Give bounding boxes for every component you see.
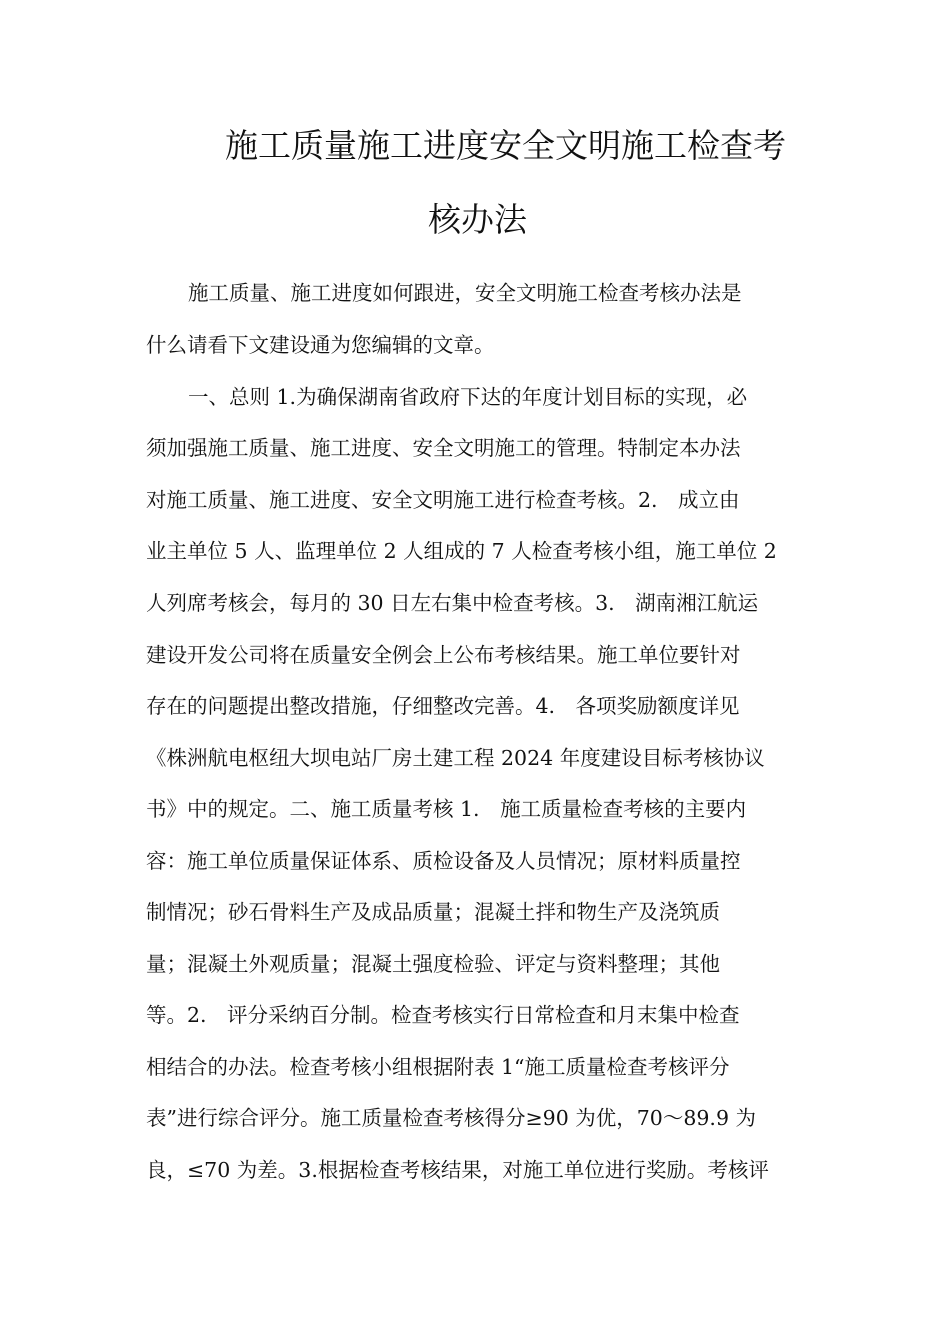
paragraph-line: 施工质量、施工进度如何跟进，安全文明施工检查考核办法是 (188, 281, 742, 305)
document-title-line-2: 核办法 (428, 200, 527, 239)
paragraph-line: 制情况；砂石骨料生产及成品质量；混凝土拌和物生产及浇筑质 (146, 900, 720, 924)
paragraph-line: 书》中的规定。二、施工质量考核 1. 施工质量检查考核的主要内 (146, 797, 747, 821)
paragraph-line: 人列席考核会，每月的 30 日左右集中检查考核。3. 湖南湘江航运 (146, 591, 759, 615)
paragraph-line: 表”进行综合评分。施工质量检查考核得分≥90 为优，70～89.9 为 (146, 1106, 757, 1130)
paragraph-line: 良，≤70 为差。3.根据检查考核结果，对施工单位进行奖励。考核评 (146, 1158, 769, 1182)
paragraph-line: 一、总则 1.为确保湖南省政府下达的年度计划目标的实现，必 (188, 385, 748, 409)
paragraph-line: 存在的问题提出整改措施，仔细整改完善。4. 各项奖励额度详见 (146, 694, 740, 718)
paragraph-line: 容：施工单位质量保证体系、质检设备及人员情况；原材料质量控 (146, 849, 741, 873)
paragraph-line: 建设开发公司将在质量安全例会上公布考核结果。施工单位要针对 (146, 643, 741, 667)
paragraph-line: 什么请看下文建设通为您编辑的文章。 (146, 333, 495, 357)
paragraph-line: 《株洲航电枢纽大坝电站厂房土建工程 2024 年度建设目标考核协议 (146, 746, 765, 770)
paragraph-line: 等。2. 评分采纳百分制。检查考核实行日常检查和月末集中检查 (146, 1003, 740, 1027)
paragraph-line: 业主单位 5 人、监理单位 2 人组成的 7 人检查考核小组，施工单位 2 (146, 539, 777, 563)
paragraph-line: 相结合的办法。检查考核小组根据附表 1“施工质量检查考核评分 (146, 1055, 730, 1079)
paragraph-line: 须加强施工质量、施工进度、安全文明施工的管理。特制定本办法 (146, 436, 741, 460)
paragraph-line: 对施工质量、施工进度、安全文明施工进行检查考核。2. 成立由 (146, 488, 740, 512)
document-title-line-1: 施工质量施工进度安全文明施工检查考 (225, 126, 786, 165)
paragraph-line: 量；混凝土外观质量；混凝土强度检验、评定与资料整理；其他 (146, 952, 720, 976)
